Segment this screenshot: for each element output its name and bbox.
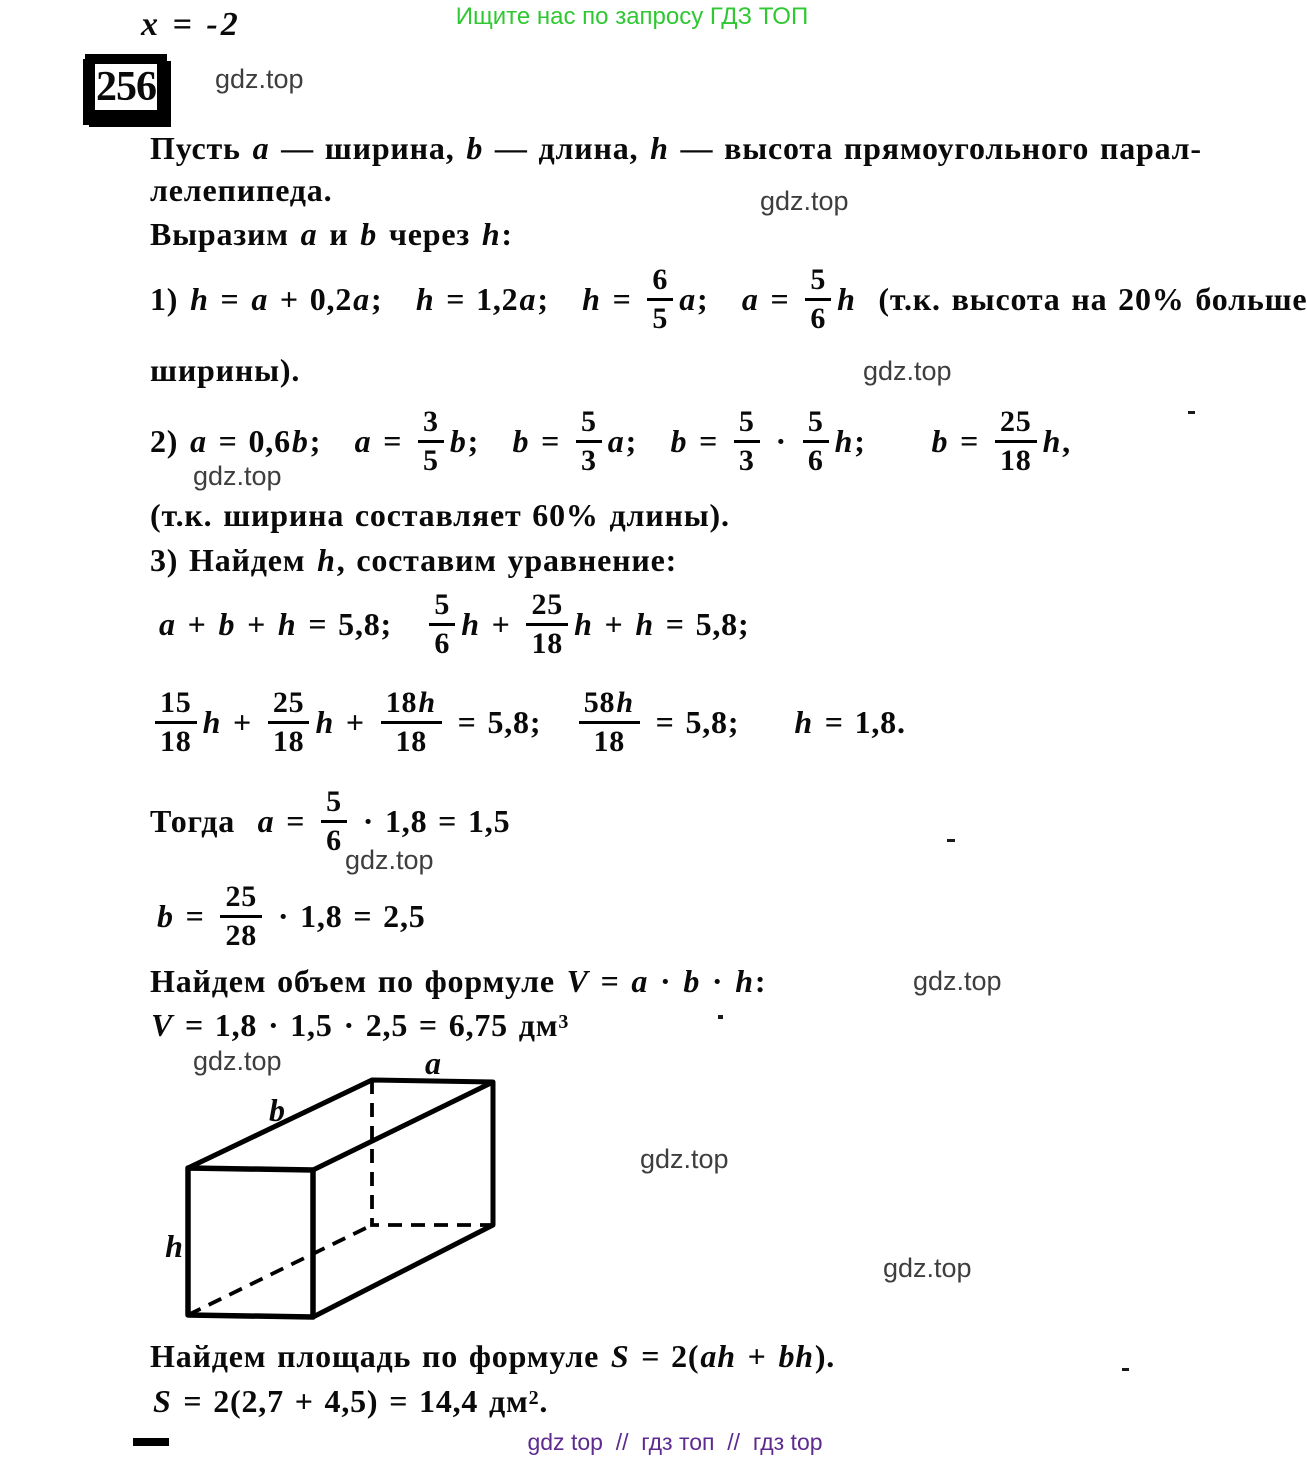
math-variable: h [650,129,669,166]
box-visible-edges [188,1080,493,1317]
watermark: gdz.top [193,1046,282,1076]
math-text: = 2(2,7 + 4,5) = 14,4 дм [172,1382,529,1419]
math-variable: b [157,897,174,934]
math-variable: S [610,1337,630,1374]
step3-title [150,539,677,581]
math-variable: h [415,280,435,317]
math-text: = [949,422,990,459]
math-text: ; [537,280,582,317]
math-text: = 5,8; [654,605,750,642]
watermark: gdz.top [345,845,434,875]
fraction: $\frac{5}{6}$ [803,406,829,477]
cut-off-text: x = -2 [141,6,241,43]
math-text: = [530,422,571,459]
math-variable: h [481,215,501,252]
scan-speck [718,1015,723,1019]
area-calc-line [152,1379,548,1423]
math-variable: a [300,215,318,252]
equation-step2 [150,395,1071,487]
math-text: = 1,8. [813,703,906,740]
fraction: $\frac{3}{5}$ [418,406,444,477]
math-text: = 1,2 [435,280,519,317]
math-variable: h [834,422,854,459]
math-text: = 1,8 · 1,5 · 2,5 = 6,75 дм [174,1006,559,1043]
math-text: = [589,962,631,999]
math-variable: a [159,605,176,642]
math-variable: a [741,280,759,317]
math-text: + [236,605,277,642]
math-variable: h [461,605,480,642]
area-formula-line [150,1335,835,1377]
math-text: · 1,8 = 2,5 [267,897,426,934]
scan-speck [947,839,955,842]
math-text: Выразим [150,215,300,252]
equation-a-value [150,775,510,867]
math-variable: h [190,280,209,317]
math-variable: h [202,703,222,740]
scan-speck [1122,1368,1129,1371]
equation-step2-note: (т.к. ширина составляет 60% длины). [150,497,730,533]
promo-header-text: Ищите нас по запросу ГДЗ ТОП [455,3,809,30]
fraction: $\frac{6}{5}$ [647,264,673,335]
problem-number: 256 [96,64,156,110]
math-text: = [275,802,317,839]
watermark: gdz.top [640,1144,729,1174]
math-variable: b [512,422,530,459]
equation-step1 [150,253,1307,345]
fraction: $\frac{25}{18}$ [995,406,1037,477]
math-variable: a [679,280,697,317]
math-text: ; [370,280,415,317]
math-variable: V [566,962,589,999]
label-width-a: a [425,1045,441,1081]
volume-calc-line [150,1003,569,1047]
math-text: = [174,897,216,934]
watermark: gdz.top [883,1253,972,1283]
math-variable: b [683,962,701,999]
fraction: $\frac{5}{6}$ [321,786,347,857]
math-text: + [335,703,376,740]
cut-off-previous-line [141,6,259,43]
math-text: 2) [150,422,190,459]
math-variable: a [353,280,370,317]
math-variable: a [190,422,207,459]
fraction: $\frac{25}{18}$ [526,589,568,660]
fraction: $\frac{5}{6}$ [429,589,455,660]
watermark: gdz.top [913,966,1002,996]
math-text: — ширина, [270,129,466,166]
label-length-b: b [269,1092,285,1128]
math-variable: h [837,280,856,317]
equation-step1-tail: ширины). [150,352,301,388]
math-variable: V [151,1006,174,1043]
math-text: = [209,280,251,317]
parallelepiped-figure [150,1045,530,1335]
math-text: ; [854,422,931,459]
math-variable: h [574,605,593,642]
math-text: 1) [150,280,190,317]
math-variable: h [315,703,335,740]
math-text: + [593,605,635,642]
math-variable: h [735,962,754,999]
fraction: $\frac{58h}{18}$ [579,687,640,758]
math-variable: b [670,422,688,459]
math-variable: h [635,605,654,642]
math-text: Тогда [150,802,257,839]
problem-number-box [85,54,167,120]
math-text: = [688,422,729,459]
math-text: — высота прямоугольного парал- [669,129,1202,166]
math-text: и [318,215,360,252]
math-text: : [501,215,513,252]
math-text: ). [814,1337,836,1374]
fraction: $\frac{15}{18}$ [155,687,197,758]
math-variable: b [218,605,236,642]
fraction: $\frac{18h}{18}$ [381,687,442,758]
math-text: — длина, [484,129,650,166]
math-variable: b [466,129,484,166]
box-hidden-edges [188,1080,493,1315]
volume-formula-line [150,960,766,1002]
math-text: = [759,280,801,317]
math-text: · [701,962,735,999]
math-text: : [754,962,767,999]
math-variable: h [794,703,813,740]
math-variable: b [291,422,309,459]
math-variable: b [360,215,378,252]
math-text: , [1062,422,1071,459]
box-front-face [188,1168,313,1317]
math-text: + [222,703,263,740]
math-text: 3 [558,1011,570,1033]
solution-intro-line2: лелепипеда. [150,172,333,208]
math-variable: b [931,422,949,459]
math-variable: b [449,422,467,459]
express-line [150,214,513,254]
fraction: $\frac{25}{18}$ [268,687,310,758]
math-text: Найдем площадь по формуле [150,1337,610,1374]
math-variable: a [519,280,537,317]
watermark: gdz.top [760,186,849,216]
math-text: , составим уравнение: [336,541,678,578]
fraction: $\frac{5}{3}$ [734,406,760,477]
watermark: gdz.top [193,461,282,491]
math-text: ; [467,422,512,459]
math-variable: a [607,422,625,459]
math-text: . [539,1382,549,1419]
math-text: 2 [528,1387,540,1409]
math-text: + [176,605,218,642]
fraction: $\frac{25}{28}$ [220,881,262,952]
math-text: + [736,1337,778,1374]
scan-speck [1188,411,1195,414]
math-text: = 5,8; [644,703,794,740]
footer-site-links: gdz top // гдз топ // гдз top [527,1429,823,1455]
fraction: $\frac{5}{3}$ [576,406,602,477]
math-text: · [649,962,683,999]
math-text: + [480,605,522,642]
math-text: через [378,215,481,252]
math-text: Найдем объем по формуле [150,962,566,999]
math-variable: a [251,280,269,317]
math-text: + 0,2 [269,280,353,317]
math-text: = 0,6 [207,422,291,459]
solution-intro-line1 [150,128,1202,168]
math-variable: h [1042,422,1062,459]
math-variable: a [257,802,275,839]
scan-artifact-bar [133,1438,169,1446]
math-text: (т.к. высота на 20% больше [856,280,1307,317]
math-text: · [764,422,798,459]
math-text: = [372,422,414,459]
math-variable: S [153,1382,172,1419]
math-text: ; [697,280,741,317]
math-variable: h [277,605,297,642]
math-text: = 2( [630,1337,700,1374]
math-text: = 5,8; [297,605,425,642]
watermark: gdz.top [863,356,952,386]
math-text: 3) Найдем [150,541,317,578]
math-text: ; [309,422,354,459]
equation-b-value [156,870,426,962]
equation-step3b [150,676,906,768]
math-variable: a [252,129,270,166]
math-variable: a [354,422,372,459]
math-variable: ah [700,1337,736,1374]
equation-step3a [158,578,749,670]
math-text: ; [625,422,670,459]
math-variable: bh [778,1337,814,1374]
label-height-h: h [165,1228,183,1264]
math-variable: h [582,280,601,317]
math-text: = 5,8; [446,703,574,740]
math-variable: h [317,541,336,578]
math-text: = [601,280,643,317]
math-text: Пусть [150,129,252,166]
fraction: $\frac{5}{6}$ [805,264,831,335]
math-text: · 1,8 = 1,5 [351,802,511,839]
math-variable: a [631,962,649,999]
watermark: gdz.top [215,64,304,94]
